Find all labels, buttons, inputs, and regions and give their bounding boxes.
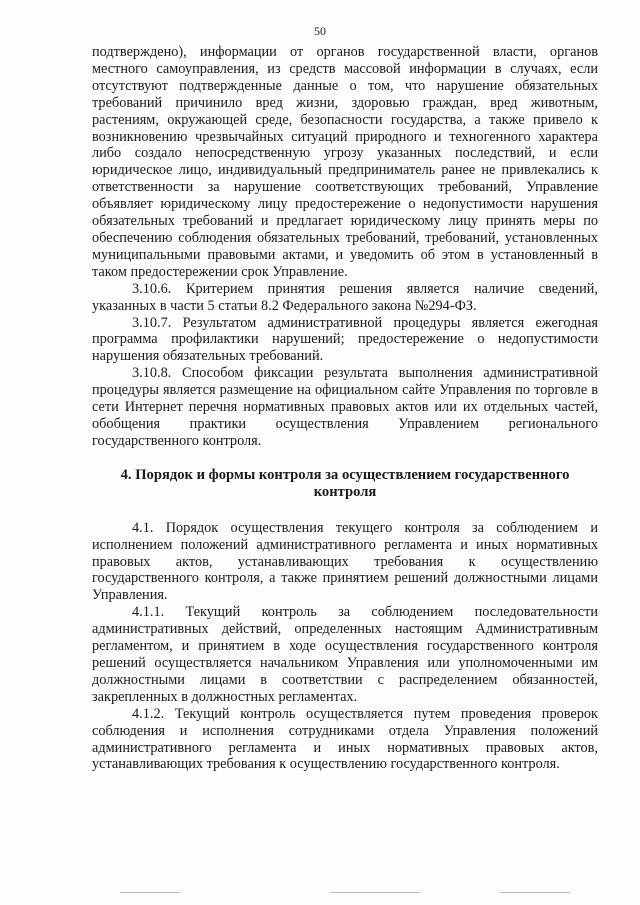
paragraph-continuation: подтверждено), информации от органов государственной власти, органов местного самоуправления, из средств массовой информации в случаях, если отсутствуют подтвержденные данные о том, что нарушение обязательных требований причинило вред жизни, здоровью граждан, вред животным, растениям, окружающей среде, безопасности государства, а также привело к возникновению чрезвычайных ситуаций природного и техногенного характера либо создало непосредственную угрозу указанных последствий, и если юридическое лицо, индивидуальный предприниматель ранее не привлекались к ответственности за нарушение соответствующих требований, Управление объявляет юридическому лицу предостережение о недопустимости нарушения обязательных требований и предлагает юридическому лицу принять меры по обеспечению соблюдения обязательных требований, требований, установленных муниципальными правовыми актами, и уведомить об этом в установленный в таком предостережении срок Управление. — [92, 44, 598, 280]
page-number: 50 — [314, 24, 326, 38]
scan-artifact — [330, 892, 420, 893]
document-body — [92, 44, 598, 773]
paragraph-3-10-7: 3.10.7. Результатом административной процедуры является ежегодная программа профилактики нарушений; предостережение о недопустимости нарушения обязательных требований. — [92, 314, 598, 365]
paragraph-3-10-6: 3.10.6. Критерием принятия решения является наличие сведений, указанных в части 5 статьи 8.2 Федерального закона №294-ФЗ. — [92, 280, 598, 314]
paragraph-4-1: 4.1. Порядок осуществления текущего контроля за соблюдением и исполнением положений административного регламента и иных нормативных правовых актов, устанавливающих требования к осуществлению государственного контроля, а также принятием решений должностными лицами Управления. — [92, 519, 598, 604]
paragraph-3-10-8: 3.10.8. Способом фиксации результата выполнения административной процедуры является размещение на официальном сайте Управления по торговле в сети Интернет перечня нормативных правовых актов или их отдельных частей, обобщения практики осуществления Управлением регионального государственного контроля. — [92, 365, 598, 449]
paragraph-4-1-1: 4.1.1. Текущий контроль за соблюдением последовательности административных действий, определенных настоящим Административным регламентом, и принятием в ходе осуществления государственного контроля решений осуществляется начальником Управления или уполномоченными им должностными лицами в соответствии с распределением обязанностей, закрепленных в должностных регламентах. — [92, 604, 598, 705]
scan-artifact — [500, 892, 570, 893]
scan-artifact — [120, 892, 180, 893]
section-heading: 4. Порядок и формы контроля за осуществлением государственного контроля — [120, 466, 570, 500]
paragraph-4-1-2: 4.1.2. Текущий контроль осуществляется путем проведения проверок соблюдения и исполнения сотрудниками отдела Управления положений административного регламента и иных нормативных правовых актов, устанавливающих требования к осуществлению государственного контроля. — [92, 705, 598, 773]
